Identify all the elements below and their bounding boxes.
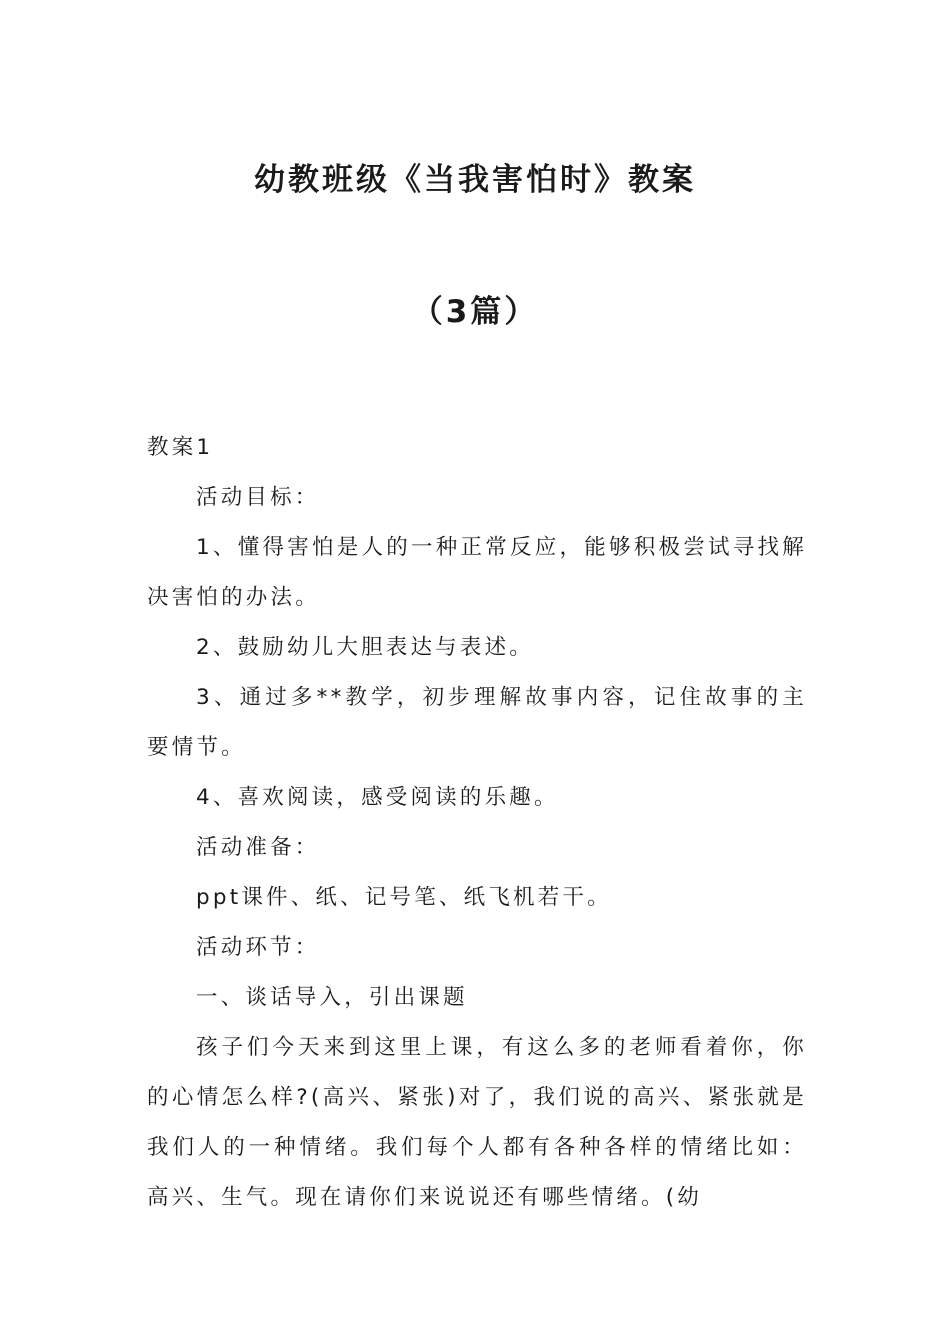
paragraph: 活动环节： xyxy=(196,935,320,960)
paragraph: 3、通过多**教学，初步理解故事内容，记住故事的主要情节。 xyxy=(147,685,807,760)
document-subtitle: （3篇） xyxy=(411,294,539,330)
paragraph: ppt课件、纸、记号笔、纸飞机若干。 xyxy=(196,885,612,910)
paragraph: 2、鼓励幼儿大胆表达与表述。 xyxy=(196,635,534,660)
paragraph: 4、喜欢阅读，感受阅读的乐趣。 xyxy=(196,785,559,810)
paragraph: 活动目标： xyxy=(196,485,320,510)
paragraph: 一、谈话导入，引出课题 xyxy=(196,985,468,1010)
document-body xyxy=(147,423,807,1223)
document-title: 幼教班级《当我害怕时》教案 xyxy=(254,162,696,198)
section-heading: 教案1 xyxy=(147,435,214,460)
paragraph: 孩子们今天来到这里上课，有这么多的老师看着你，你的心情怎么样?(高兴、紧张)对了，我们说的高兴、紧张就是我们人的一种情绪。我们每个人都有各种各样的情绪比如：高兴、生气。现在请你们来说说还有哪些情绪。(幼 xyxy=(147,1035,807,1210)
paragraph: 活动准备： xyxy=(196,835,320,860)
paragraph: 1、懂得害怕是人的一种正常反应，能够积极尝试寻找解决害怕的办法。 xyxy=(147,535,807,610)
